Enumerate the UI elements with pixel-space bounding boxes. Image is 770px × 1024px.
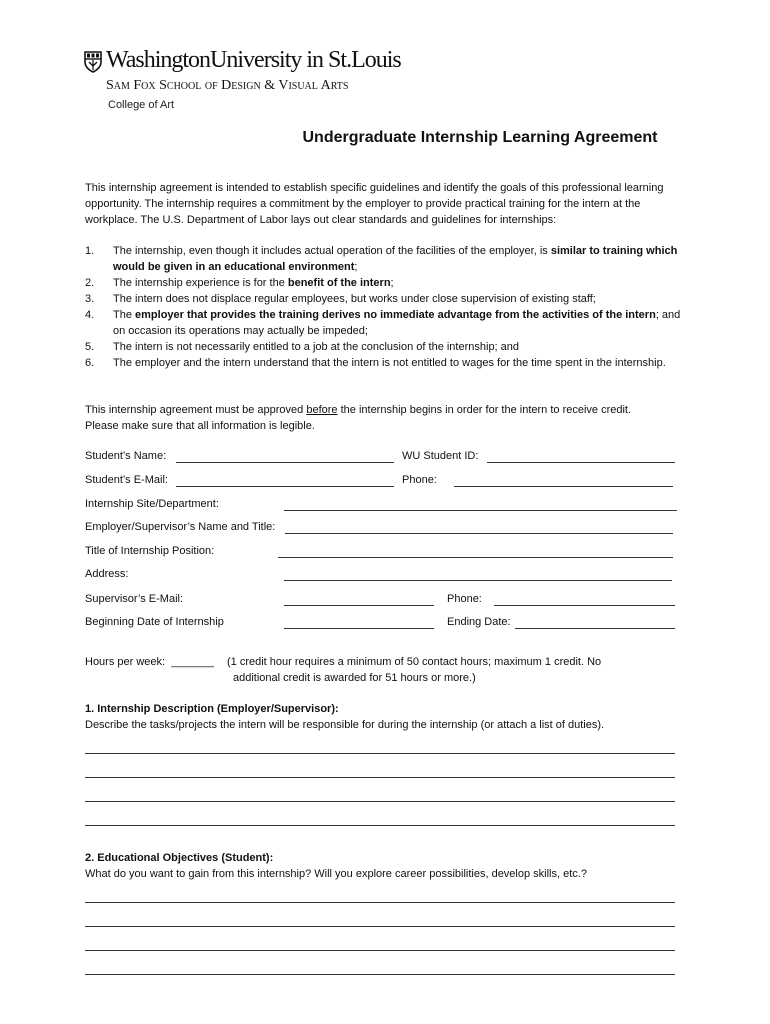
description-line-4[interactable] <box>85 825 675 826</box>
begin-date-field[interactable] <box>284 628 434 629</box>
end-date-label: Ending Date: <box>447 616 511 628</box>
school-name: Sam Fox School of Design & Visual Arts <box>106 78 349 93</box>
college-name: College of Art <box>108 99 175 111</box>
supervisor-phone-field[interactable] <box>494 605 675 606</box>
address-field[interactable] <box>284 580 672 581</box>
objectives-line-4[interactable] <box>85 974 675 975</box>
supervisor-email-label: Supervisor’s E-Mail: <box>85 593 184 605</box>
intro-paragraph: This internship agreement is intended to establish specific guidelines and identify the goals of this professional learning opportunity. The internship requires a commitment by the employer to provide practical training for the intern at the workplace. The U.S. Department of Labor lays out clear standards and guidelines for internships: <box>85 182 664 226</box>
student-name-label: Student’s Name: <box>85 450 167 462</box>
description-line-3[interactable] <box>85 801 675 802</box>
credit-note-line-2: additional credit is awarded for 51 hours or more.) <box>233 672 476 684</box>
credit-note-line-1: (1 credit hour requires a minimum of 50 contact hours; maximum 1 credit. No <box>227 656 602 668</box>
hours-per-week-field[interactable]: _______ <box>171 656 215 668</box>
end-date-field[interactable] <box>515 628 675 629</box>
description-line-2[interactable] <box>85 777 675 778</box>
address-label: Address: <box>85 568 129 580</box>
employer-field[interactable] <box>285 533 673 534</box>
university-shield-icon <box>84 51 102 73</box>
student-email-label: Student’s E-Mail: <box>85 474 168 486</box>
objectives-line-1[interactable] <box>85 902 675 903</box>
student-name-field[interactable] <box>176 462 394 463</box>
student-phone-label: Phone: <box>402 474 437 486</box>
section-2-title: 2. Educational Objectives (Student): <box>85 852 274 864</box>
supervisor-phone-label: Phone: <box>447 593 482 605</box>
student-id-label: WU Student ID: <box>402 450 479 462</box>
student-id-field[interactable] <box>487 462 675 463</box>
section-2-prompt: What do you want to gain from this internship? Will you explore career possibilities, develop skills, etc.? <box>85 868 587 880</box>
supervisor-email-field[interactable] <box>284 605 434 606</box>
section-1-prompt: Describe the tasks/projects the intern will be responsible for during the internship (or attach a list of duties). <box>85 719 605 731</box>
approval-note: This internship agreement must be approved before the internship begins in order for the intern to receive credit. Please make sure that all information is legible. <box>85 404 632 432</box>
university-name: WashingtonUniversity in St.Louis <box>106 47 401 73</box>
internship-site-label: Internship Site/Department: <box>85 498 219 510</box>
description-line-1[interactable] <box>85 753 675 754</box>
employer-label: Employer/Supervisor’s Name and Title: <box>85 521 276 533</box>
position-title-label: Title of Internship Position: <box>85 545 215 557</box>
page-title: Undergraduate Internship Learning Agreement <box>302 129 658 146</box>
section-1-title: 1. Internship Description (Employer/Supervisor): <box>85 703 339 715</box>
student-phone-field[interactable] <box>454 486 673 487</box>
position-title-field[interactable] <box>278 557 673 558</box>
objectives-line-2[interactable] <box>85 926 675 927</box>
student-email-field[interactable] <box>176 486 394 487</box>
begin-date-label: Beginning Date of Internship <box>85 616 224 628</box>
objectives-line-3[interactable] <box>85 950 675 951</box>
hours-per-week-label: Hours per week: _______ <box>85 656 215 668</box>
internship-site-field[interactable] <box>284 510 677 511</box>
